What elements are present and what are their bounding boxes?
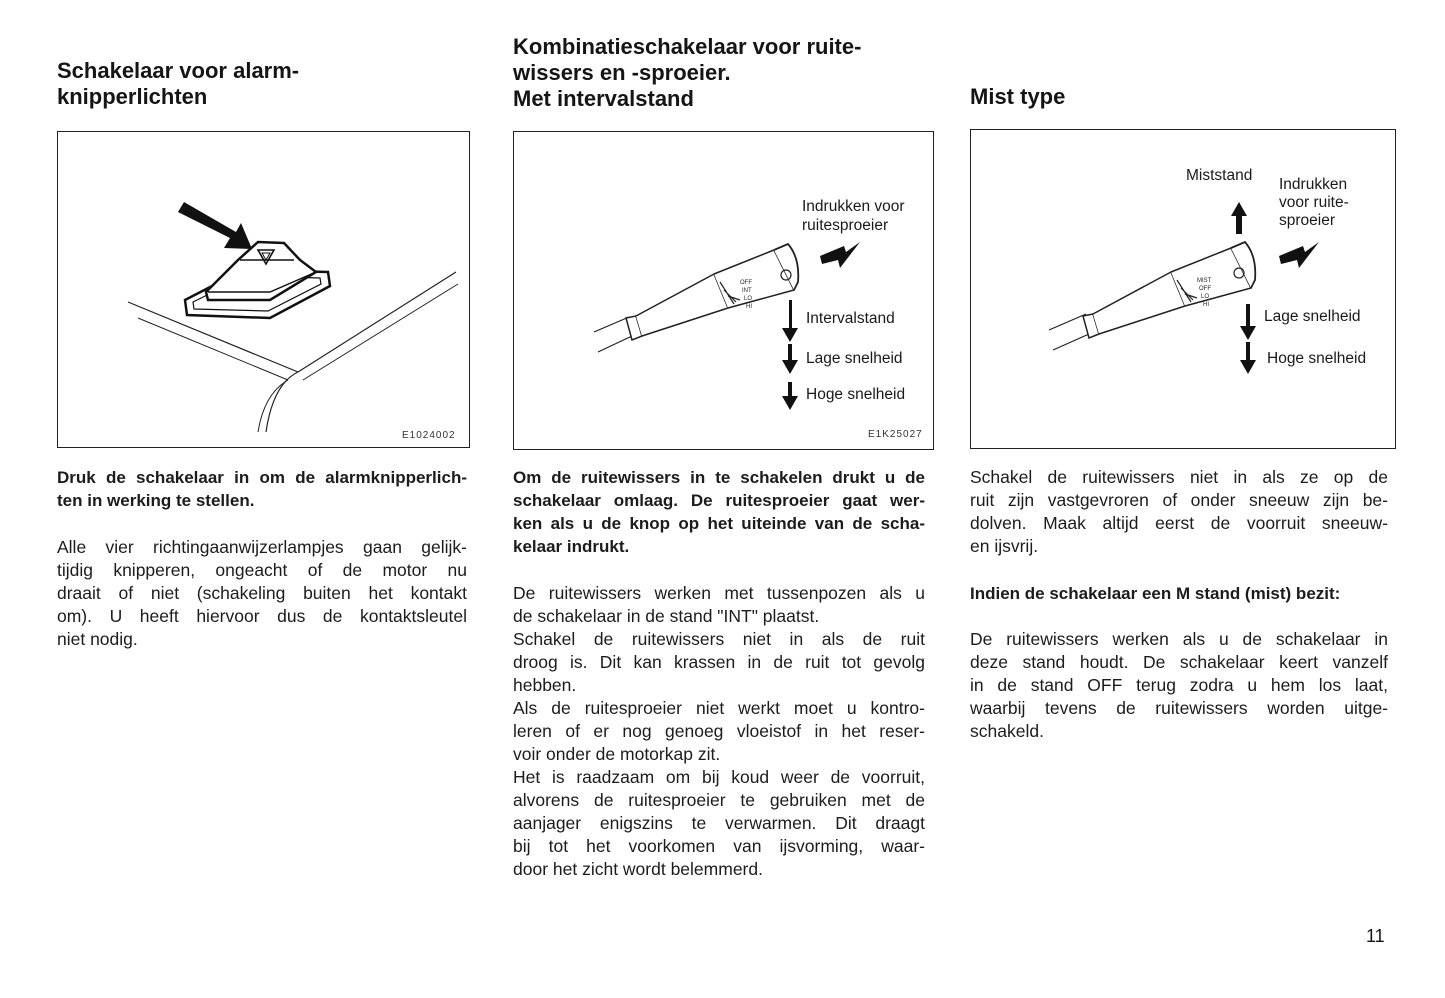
high-speed-arrow-icon [1240,342,1256,374]
press-arrow-icon [820,242,860,268]
svg-text:HI: HI [1203,302,1209,308]
wiper-switch-figure [513,131,934,450]
low-speed-label: Lage snelheid [1264,308,1361,325]
col3-body-paragraph-2: De ruitewissers werken als u de schakelaar in deze stand houdt. De schakelaar keert vanzelf in de stand OFF terug zodra u hem los laat, waarbij tevens de ruitewissers worden uitge- schakeld. [970,629,1388,741]
col3-body-paragraph: Schakel de ruitewissers niet in als ze op de ruit zijn vastgevroren of onder sneeuw zijn be- dolven. Maak altijd eerst de voorruit sneeuw- en ijsvrij. [970,467,1388,556]
figure-code: E1024002 [402,430,456,441]
col1-bold-paragraph: Druk de schakelaar in om de alarmknipperlich- ten in werking te stellen. [57,468,467,510]
press-arrow-icon [178,202,252,249]
svg-text:INT: INT [742,288,752,294]
svg-text:LO: LO [1201,294,1210,300]
svg-text:OFF: OFF [1199,286,1211,292]
press-washer-label: Indrukken voor ruite- sproeier [1279,176,1349,229]
col2-bold-paragraph: Om de ruitewissers in te schakelen drukt u de schakelaar omlaag. De ruitesproeier gaat wer- ken als u de knop op het uiteinde van de scha- kelaar indrukt. [513,468,925,556]
col2-body-paragraph: De ruitewissers werken met tussenpozen als u de schakelaar in de stand "INT" plaatst. Schakel de ruitewissers niet in als de ruit droog is. Dit kan krassen in de ruit tot gevolg hebben. Als de ruitesproeier niet werkt moet u kontro- leren of er nog genoeg vloeistof in het reser- voir onder de motorkap zit. Het is raadzaam om bij koud weer de voorruit, alvorens de ruitesproeier te gebruiken met de aanjager enigszins te verwarmen. Dit draagt bij tot het voorkomen van ijsvorming, waar- door het zicht wordt belemmerd. [513,583,925,879]
figure-code: E1K25027 [868,429,923,440]
col1-title: Schakelaar voor alarm- knipperlichten [57,58,300,109]
press-washer-label: Indrukken voor ruitesproeier [802,198,905,234]
high-speed-arrow-icon [782,382,798,410]
mist-label: Miststand [1186,167,1253,184]
hazard-switch-figure [57,131,470,448]
svg-text:OFF: OFF [740,280,752,286]
col1-body-paragraph: Alle vier richtingaanwijzerlampjes gaan gelijk- tijdig knipperen, ongeacht of de motor nu draait of niet (schakeling buiten het kontakt om). U heeft hiervoor dus de kontaktsleutel niet nodig. [57,537,467,649]
low-speed-arrow-icon [782,344,798,374]
col3-title: Mist type [970,84,1066,109]
svg-text:LO: LO [744,296,753,302]
press-arrow-icon [1279,242,1319,268]
col3-bold-paragraph: Indien de schakelaar een M stand (mist) bezit: [970,584,1341,603]
low-speed-arrow-icon [1240,304,1256,340]
page-number: 11 [1366,926,1385,946]
svg-text:MIST: MIST [1197,278,1212,284]
hazard-switch-illustration [58,132,469,447]
col2-title: Kombinatieschakelaar voor ruite- wissers en -sproeier. Met intervalstand [513,34,862,111]
high-speed-label: Hoge snelheid [1267,350,1367,367]
high-speed-label: Hoge snelheid [806,386,906,403]
interval-arrow-icon [782,300,798,342]
svg-text:HI: HI [746,304,752,310]
mist-switch-figure [970,129,1396,449]
mist-arrow-icon [1231,202,1247,234]
interval-label: Intervalstand [806,310,895,327]
low-speed-label: Lage snelheid [806,350,903,367]
